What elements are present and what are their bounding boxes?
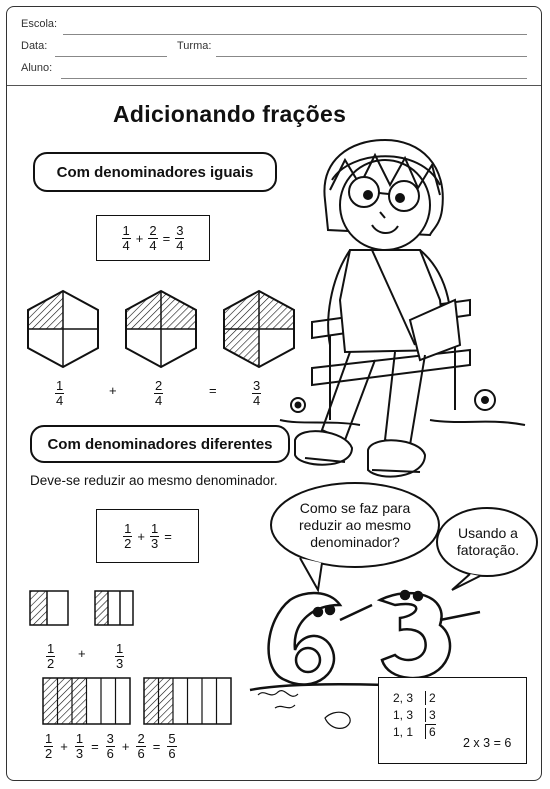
equals-sign: = <box>91 739 99 754</box>
bar-two-sixths <box>144 678 231 724</box>
fraction: $\frac{3}{4}$ <box>176 222 184 253</box>
signature-scribble <box>258 691 350 729</box>
aluno-label: Aluno: <box>21 62 53 74</box>
plus-sign: + <box>135 230 144 246</box>
final-equation <box>44 732 177 761</box>
factorization-result: 2 x 3 = 6 <box>463 736 512 750</box>
equals-sign: = <box>164 528 172 544</box>
hexagon-one-quarter <box>28 291 98 367</box>
speech-answer-text: Usando a fatoração. <box>456 525 520 558</box>
fraction: 1 4 <box>122 222 130 253</box>
bar-three-sixths <box>43 678 130 724</box>
plus-sign: + <box>78 646 86 661</box>
fraction: $\frac{1}{3}$ <box>151 520 159 551</box>
heading-different-denominators-text: Com denominadores diferentes <box>47 435 273 453</box>
fraction: 1 2 <box>45 731 53 761</box>
heading-equal-denominators-text: Com denominadores iguais <box>56 163 254 181</box>
fraction: $\frac{5}{6}$ <box>168 731 176 761</box>
instruction-text: Deve-se reduzir ao mesmo denominador. <box>30 473 278 488</box>
equals-sign: = <box>152 739 161 754</box>
hexagon-three-quarters <box>224 291 294 367</box>
hex-label-3: $\frac{3}{4}$ <box>253 378 261 408</box>
fraction: $\frac{2}{4}$ <box>149 222 157 253</box>
fraction: $\frac{3}{6}$ <box>106 731 114 761</box>
turma-label: Turma: <box>177 40 212 52</box>
cartoon-boy-illustration <box>280 140 525 477</box>
plus-sign: + <box>109 383 117 398</box>
bar-one-third <box>95 591 133 625</box>
page-title: Adicionando frações <box>113 101 347 127</box>
factorization-table: 2, 3 2 1, 3 3 1, 1 6 <box>393 691 436 739</box>
small-bar-label-1: $\frac{1}{2}$ <box>47 641 55 671</box>
speech-question-text: Como se faz para reduzir ao mesmo denominador? <box>298 500 412 550</box>
equation-different <box>96 509 199 563</box>
data-label: Data: <box>21 40 48 52</box>
fraction: 1 2 <box>124 520 132 551</box>
fraction: $\frac{1}{3}$ <box>75 731 84 761</box>
plus-sign: + <box>137 528 145 544</box>
escola-label: Escola: <box>21 18 58 30</box>
plus-sign: + <box>60 739 68 754</box>
hexagon-two-quarters <box>126 291 196 367</box>
hex-label-1: $\frac{1}{4}$ <box>56 378 64 408</box>
cartoon-numbers-6-and-3 <box>250 591 480 690</box>
bar-one-half <box>30 591 68 625</box>
equals-sign: = <box>162 230 171 246</box>
hex-label-2: $\frac{2}{4}$ <box>155 378 163 408</box>
fraction: $\frac{2}{6}$ <box>137 731 145 761</box>
heading-different-denominators <box>30 425 290 463</box>
small-bar-label-2: $\frac{1}{3}$ <box>116 641 124 671</box>
equals-sign: = <box>209 383 217 398</box>
plus-sign: + <box>121 739 130 754</box>
factorization-box <box>378 677 527 764</box>
